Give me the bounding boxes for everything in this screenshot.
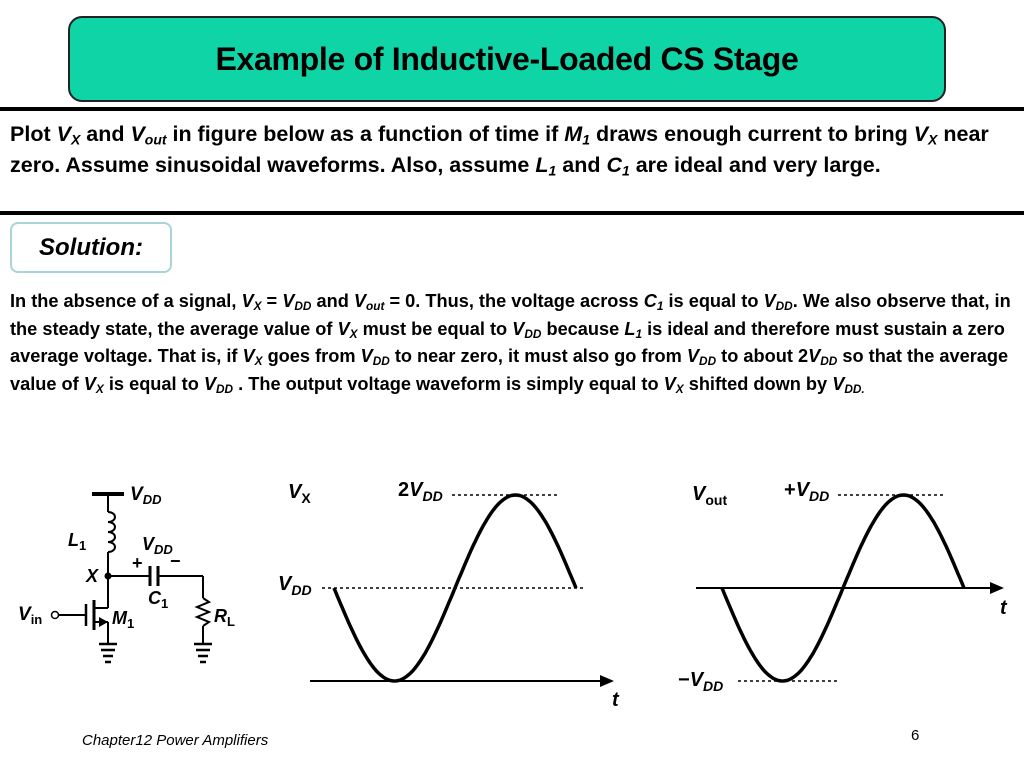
- l1-label: $L_1$: [68, 530, 87, 553]
- slide-title: Example of Inductive-Loaded CS Stage: [215, 40, 799, 77]
- mos-arrow: [99, 617, 108, 627]
- vout-plus-vdd-label: $+V_{DD}$: [784, 479, 830, 504]
- circuit-diagram: [0, 470, 260, 670]
- page-number: 6: [911, 727, 920, 744]
- rl-label: $R_L$: [214, 606, 235, 629]
- inductor-l1: [108, 512, 115, 552]
- ground-m1: [99, 644, 117, 662]
- node-x-label: X: [86, 566, 99, 586]
- top-rule: [0, 107, 1024, 111]
- vx-2vdd-label: $2V_{DD}$: [398, 479, 443, 504]
- bottom-rule: [0, 211, 1024, 215]
- ground-rl: [194, 644, 212, 662]
- vin-terminal: [52, 612, 59, 619]
- vout-chart: [678, 470, 1024, 710]
- vout-t-label: t: [1000, 597, 1007, 619]
- vdd-top-label: $V_{DD}$: [130, 484, 162, 507]
- vx-t-label: t: [612, 689, 619, 711]
- footer-chapter: Chapter12 Power Amplifiers: [82, 732, 269, 749]
- title-box: [68, 16, 946, 102]
- vout-y-label: $V_{out}$: [692, 483, 728, 508]
- solution-label: Solution:: [39, 233, 143, 261]
- vdd-cap-label: $V_{DD}$: [142, 534, 173, 557]
- c1-label: $C_1$: [148, 588, 169, 611]
- node-x-dot: [105, 573, 112, 580]
- resistor-rl: [197, 598, 209, 626]
- vout-t-arrowhead: [990, 582, 1004, 594]
- vx-chart: [270, 470, 630, 710]
- cap-plus: +: [132, 553, 143, 573]
- solution-box: [10, 222, 172, 273]
- vx-y-label: $V_X$: [288, 481, 311, 506]
- cap-minus: −: [170, 551, 181, 571]
- solution-paragraph: In the absence of a signal, $V_X = V_{DD}$ and $V_{out} = 0$. Thus, the voltage across $C_1$ is equal to $V_{DD}$. We also observe that, in the steady state, the average value of $V_X$ must be equal to $V_{DD}$ because $L_1$ is ideal and therefore must sustain a zero average voltage. That is, if $V_X$ goes from $V_{DD}$ to near zero, it must also go from $V_{DD}$ to about $2V_{DD}$ so that the average value of $V_X$ is equal to $V_{DD}$ . The output voltage waveform is simply equal to $V_X$ shifted down by $V_{DD.}$: [10, 291, 1011, 396]
- m1-label: $M_1$: [112, 608, 135, 631]
- vin-label: $V_{in}$: [18, 604, 43, 627]
- problem-statement: Plot $V_X$ and $V_{out}$ in figure below as a function of time if $M_1$ draws enough current to bring $V_X$ near zero. Assume sinusoidal waveforms. Also, assume $L_1$ and $C_1$ are ideal and very large.: [10, 122, 989, 179]
- vout-minus-vdd-label: $-V_{DD}$: [678, 669, 724, 694]
- vx-vdd-label: $V_{DD}$: [278, 573, 312, 598]
- vx-t-arrowhead: [600, 675, 614, 687]
